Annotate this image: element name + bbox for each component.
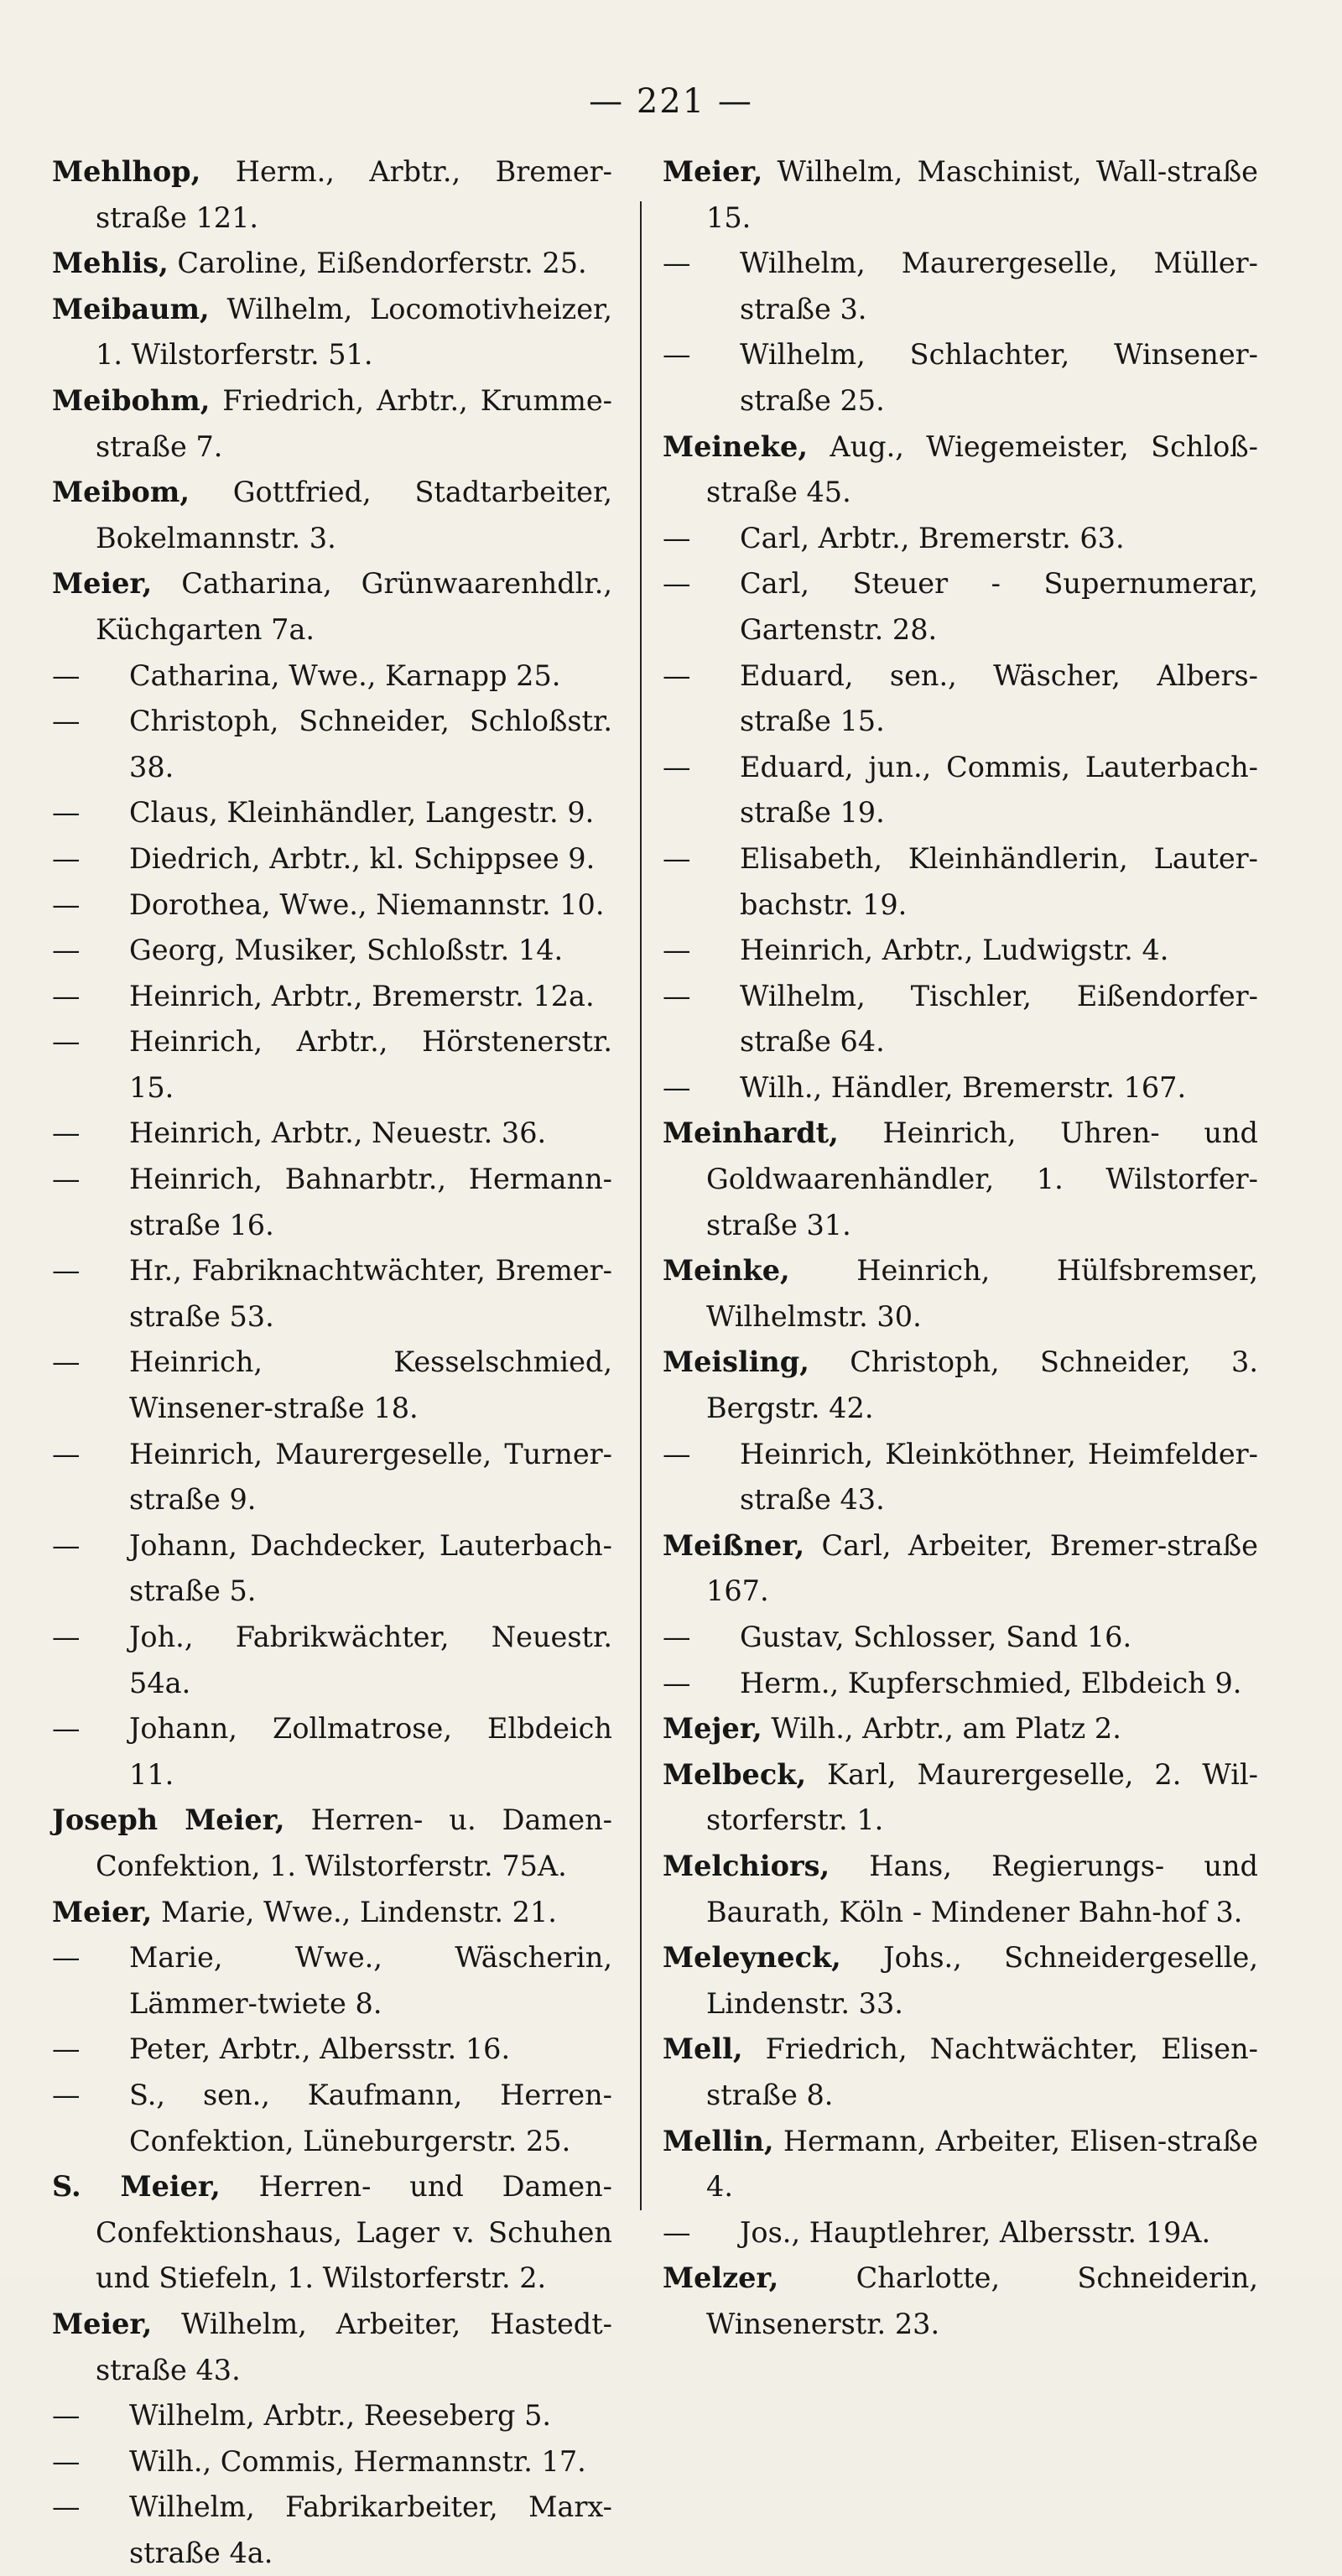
ditto-dash: —: [52, 2032, 81, 2066]
entry-text: Christoph, Schneider, 3. Bergstr. 42.: [706, 1345, 1258, 1425]
entry-surname: Meleyneck,: [663, 1941, 841, 1975]
entry-text: Wilhelm, Schlachter, Winsener-straße 25.: [740, 338, 1258, 417]
entry-text: Herm., Arbtr., Bremer-straße 121.: [96, 155, 612, 234]
entry-text: Wilhelm, Maurergeselle, Müller-straße 3.: [740, 247, 1258, 325]
entry-surname: Melbeck,: [663, 1757, 807, 1791]
directory-entry: [52, 882, 612, 929]
ditto-dash: —: [52, 1163, 81, 1196]
entry-text: Carl, Steuer - Supernumerar, Gartenstr. 28.: [740, 567, 1258, 646]
directory-entry: [52, 1157, 612, 1248]
entry-text: Carl, Arbtr., Bremerstr. 63.: [740, 521, 1125, 554]
directory-entry: [52, 699, 612, 790]
entry-text: Dorothea, Wwe., Niemannstr. 10.: [129, 887, 605, 921]
ditto-dash: —: [52, 1528, 81, 1562]
entry-text: Eduard, sen., Wäscher, Albers-straße 15.: [740, 658, 1258, 738]
entry-text: Heinrich, Bahnarbtr., Hermann-straße 16.: [129, 1163, 612, 1241]
directory-entry: [663, 928, 1258, 974]
ditto-dash: —: [52, 1254, 81, 1288]
ditto-dash: —: [52, 1712, 81, 1746]
ditto-dash: —: [52, 705, 81, 738]
entry-text: Johann, Zollmatrose, Elbdeich 11.: [129, 1712, 612, 1791]
entry-text: Heinrich, Arbtr., Neuestr. 36.: [129, 1116, 547, 1150]
entry-surname: Mellin,: [663, 2124, 774, 2157]
directory-entry: [663, 149, 1258, 241]
entry-surname: Meinhardt,: [663, 1116, 839, 1150]
entry-text: Caroline, Eißendorferstr. 25.: [177, 247, 587, 280]
entry-text: S., sen., Kaufmann, Herren-Confektion, Lüneburgerstr. 25.: [129, 2078, 612, 2157]
entry-surname: Mehlis,: [52, 247, 169, 280]
ditto-dash: —: [663, 247, 691, 280]
directory-entry: [52, 1019, 612, 1111]
ditto-dash: —: [52, 1621, 81, 1653]
ditto-dash: —: [52, 658, 81, 692]
entry-text: Heinrich, Kesselschmied, Winsener-straße 18.: [129, 1345, 612, 1425]
entry-text: Herren- u. Damen-Confektion, 1. Wilstorferstr. 75A.: [96, 1803, 612, 1882]
directory-entry: [663, 561, 1258, 653]
ditto-dash: —: [663, 1070, 691, 1104]
entry-text: Jos., Hauptlehrer, Albersstr. 19A.: [740, 2215, 1211, 2249]
entry-text: Marie, Wwe., Lindenstr. 21.: [160, 1895, 557, 1928]
directory-entry: [52, 2073, 612, 2164]
directory-entry: [52, 470, 612, 561]
ditto-dash: —: [52, 1437, 81, 1470]
directory-entry: [52, 2302, 612, 2393]
entry-surname: Melzer,: [663, 2261, 779, 2295]
directory-entry: [52, 1111, 612, 1157]
entry-text: Elisabeth, Kleinhändlerin, Lauter-bachstr. 19.: [740, 841, 1258, 921]
entry-text: Heinrich, Arbtr., Ludwigstr. 4.: [740, 934, 1169, 967]
right-column: [663, 149, 1258, 2348]
entry-text: Heinrich, Arbtr., Bremerstr. 12a.: [129, 979, 595, 1012]
ditto-dash: —: [663, 979, 691, 1012]
directory-entry: [52, 836, 612, 882]
entry-text: Claus, Kleinhändler, Langestr. 9.: [129, 796, 595, 830]
directory-entry: [52, 1890, 612, 1936]
directory-entry: [52, 241, 612, 287]
directory-entry: [52, 1523, 612, 1615]
directory-entry: [663, 836, 1258, 928]
entry-surname: Meißner,: [663, 1528, 805, 1562]
entry-text: Friedrich, Arbtr., Krumme-straße 7.: [96, 383, 612, 463]
entry-surname: Mejer,: [663, 1712, 762, 1746]
directory-entry: [663, 1661, 1258, 1707]
entry-text: Christoph, Schneider, Schloßstr. 38.: [129, 705, 612, 783]
ditto-dash: —: [52, 1025, 81, 1059]
directory-entry: [663, 974, 1258, 1065]
entry-surname: Meier,: [52, 1895, 153, 1928]
directory-entry: [663, 1432, 1258, 1523]
directory-entry: [52, 2164, 612, 2302]
directory-entry: [663, 516, 1258, 562]
ditto-dash: —: [663, 1621, 691, 1653]
entry-text: Hans, Regierungs- und Baurath, Köln - Mindener Bahn-hof 3.: [706, 1849, 1258, 1928]
entry-surname: Meineke,: [663, 429, 808, 463]
directory-entry: [52, 2027, 612, 2073]
directory-entry: [52, 2393, 612, 2439]
column-divider: [640, 201, 642, 2210]
entry-text: Gottfried, Stadtarbeiter, Bokelmannstr. 3.: [96, 476, 612, 554]
entry-text: Heinrich, Uhren- und Goldwaarenhändler, 1. Wilstorfer-straße 31.: [706, 1116, 1258, 1241]
entry-text: Aug., Wiegemeister, Schloß-straße 45.: [706, 429, 1258, 509]
directory-entry: [663, 241, 1258, 332]
directory-entry: [663, 1248, 1258, 1340]
ditto-dash: —: [52, 887, 81, 921]
ditto-dash: —: [663, 521, 691, 554]
entry-surname: Meibaum,: [52, 292, 210, 325]
entry-text: Heinrich, Kleinköthner, Heimfelder-straße 43.: [740, 1437, 1258, 1517]
directory-entry: [52, 928, 612, 974]
ditto-dash: —: [52, 796, 81, 830]
entry-text: Diedrich, Arbtr., kl. Schippsee 9.: [129, 841, 596, 875]
ditto-dash: —: [663, 841, 691, 875]
entry-text: Wilhelm, Tischler, Eißendorfer-straße 64.: [740, 979, 1258, 1059]
ditto-dash: —: [663, 338, 691, 372]
entry-text: Eduard, jun., Commis, Lauterbach-straße 19.: [740, 750, 1258, 830]
directory-entry: [52, 1798, 612, 1889]
ditto-dash: —: [663, 750, 691, 783]
ditto-dash: —: [52, 1345, 81, 1379]
entry-text: Wilhelm, Locomotivheizer, 1. Wilstorferstr. 51.: [96, 292, 612, 372]
entry-text: Karl, Maurergeselle, 2. Wil-storferstr. 1.: [706, 1757, 1258, 1837]
ditto-dash: —: [52, 841, 81, 875]
ditto-dash: —: [663, 1437, 691, 1470]
entry-text: Joh., Fabrikwächter, Neuestr. 54a.: [129, 1621, 612, 1699]
entry-surname: Melchiors,: [663, 1849, 830, 1882]
directory-entry: [663, 2210, 1258, 2256]
directory-entry: [52, 974, 612, 1020]
directory-entry: [663, 745, 1258, 836]
ditto-dash: —: [52, 1941, 81, 1975]
directory-entry: [52, 790, 612, 836]
directory-entry: [52, 2485, 612, 2576]
entry-text: Johs., Schneidergeselle, Lindenstr. 33.: [706, 1941, 1258, 2020]
directory-entry: [663, 2119, 1258, 2210]
ditto-dash: —: [52, 1116, 81, 1150]
entry-surname: Meibom,: [52, 476, 190, 509]
directory-entry: [663, 332, 1258, 424]
directory-entry: [663, 1340, 1258, 1431]
entry-text: Peter, Arbtr., Albersstr. 16.: [129, 2032, 511, 2066]
ditto-dash: —: [52, 2399, 81, 2433]
ditto-dash: —: [663, 658, 691, 692]
entry-text: Heinrich, Arbtr., Hörstenerstr. 15.: [129, 1025, 612, 1104]
directory-entry: [663, 653, 1258, 745]
entry-text: Hermann, Arbeiter, Elisen-straße 4.: [706, 2124, 1258, 2204]
directory-entry: [663, 1752, 1258, 1844]
directory-entry: [52, 287, 612, 378]
entry-surname: Meisling,: [663, 1345, 809, 1379]
directory-entry: [52, 1432, 612, 1523]
entry-text: Wilhelm, Arbeiter, Hastedt-straße 43.: [96, 2307, 612, 2386]
entry-text: Carl, Arbeiter, Bremer-straße 167.: [706, 1528, 1258, 1608]
entry-text: Wilhelm, Maschinist, Wall-straße 15.: [706, 155, 1258, 234]
page-number: — 221 —: [589, 82, 753, 121]
entry-surname: Meier,: [52, 567, 153, 601]
entry-text: Gustav, Schlosser, Sand 16.: [740, 1621, 1132, 1653]
ditto-dash: —: [52, 2078, 81, 2111]
entry-text: Marie, Wwe., Wäscherin, Lämmer-twiete 8.: [129, 1941, 612, 2020]
directory-entry: [52, 1935, 612, 2027]
directory-entry: [52, 1340, 612, 1431]
entry-surname: Meibohm,: [52, 383, 211, 417]
directory-entry: [52, 561, 612, 653]
directory-entry: [663, 1523, 1258, 1615]
entry-text: Wilhelm, Arbtr., Reeseberg 5.: [129, 2399, 552, 2433]
entry-text: Heinrich, Maurergeselle, Turner-straße 9.: [129, 1437, 612, 1517]
entry-text: Hr., Fabriknachtwächter, Bremer-straße 53.: [129, 1254, 612, 1333]
directory-entry: [663, 1706, 1258, 1752]
entry-text: Catharina, Wwe., Karnapp 25.: [129, 658, 561, 692]
directory-entry: [663, 1065, 1258, 1111]
directory-entry: [52, 149, 612, 241]
directory-entry: [663, 1111, 1258, 1248]
entry-text: Friedrich, Nachtwächter, Elisen-straße 8.: [706, 2032, 1259, 2111]
entry-surname: Meier,: [52, 2307, 153, 2340]
entry-text: Herren- und Damen-Confektionshaus, Lager v. Schuhen und Stiefeln, 1. Wilstorferstr. 2.: [96, 2170, 612, 2295]
entry-text: Georg, Musiker, Schloßstr. 14.: [129, 934, 564, 967]
entry-text: Johann, Dachdecker, Lauterbach-straße 5.: [129, 1528, 612, 1608]
directory-entry: [663, 2027, 1258, 2118]
directory-entry: [52, 2439, 612, 2485]
entry-text: Charlotte, Schneiderin, Winsenerstr. 23.: [706, 2261, 1258, 2340]
ditto-dash: —: [52, 979, 81, 1012]
entry-text: Wilh., Arbtr., am Platz 2.: [771, 1712, 1121, 1746]
entry-surname: Meier,: [663, 155, 763, 188]
entry-text: Catharina, Grünwaarenhdlr., Küchgarten 7a.: [96, 567, 613, 646]
directory-entry: [663, 424, 1258, 516]
entry-surname: S. Meier,: [52, 2170, 221, 2204]
directory-entry: [52, 1615, 612, 1706]
entry-surname: Meinke,: [663, 1254, 790, 1288]
directory-entry: [663, 2256, 1258, 2347]
directory-entry: [663, 1615, 1258, 1661]
entry-surname: Mell,: [663, 2032, 743, 2066]
entry-surname: Mehlhop,: [52, 155, 201, 188]
ditto-dash: —: [663, 1666, 691, 1699]
left-column: [52, 149, 612, 2576]
directory-entry: [663, 1844, 1258, 1935]
ditto-dash: —: [663, 2215, 691, 2249]
entry-text: Wilh., Commis, Hermannstr. 17.: [129, 2444, 586, 2478]
directory-entry: [52, 653, 612, 700]
entry-text: Wilh., Händler, Bremerstr. 167.: [740, 1070, 1187, 1104]
entry-text: Herm., Kupferschmied, Elbdeich 9.: [740, 1666, 1242, 1699]
directory-entry: [663, 1935, 1258, 2027]
directory-entry: [52, 1248, 612, 1340]
ditto-dash: —: [52, 2444, 81, 2478]
directory-entry: [52, 1706, 612, 1798]
entry-text: Heinrich, Hülfsbremser, Wilhelmstr. 30.: [706, 1254, 1258, 1333]
ditto-dash: —: [663, 934, 691, 967]
directory-entry: [52, 378, 612, 470]
entry-surname: Joseph Meier,: [52, 1803, 285, 1837]
entry-text: Wilhelm, Fabrikarbeiter, Marx-straße 4a.: [129, 2490, 612, 2569]
ditto-dash: —: [52, 2490, 81, 2524]
ditto-dash: —: [663, 567, 691, 601]
ditto-dash: —: [52, 934, 81, 967]
